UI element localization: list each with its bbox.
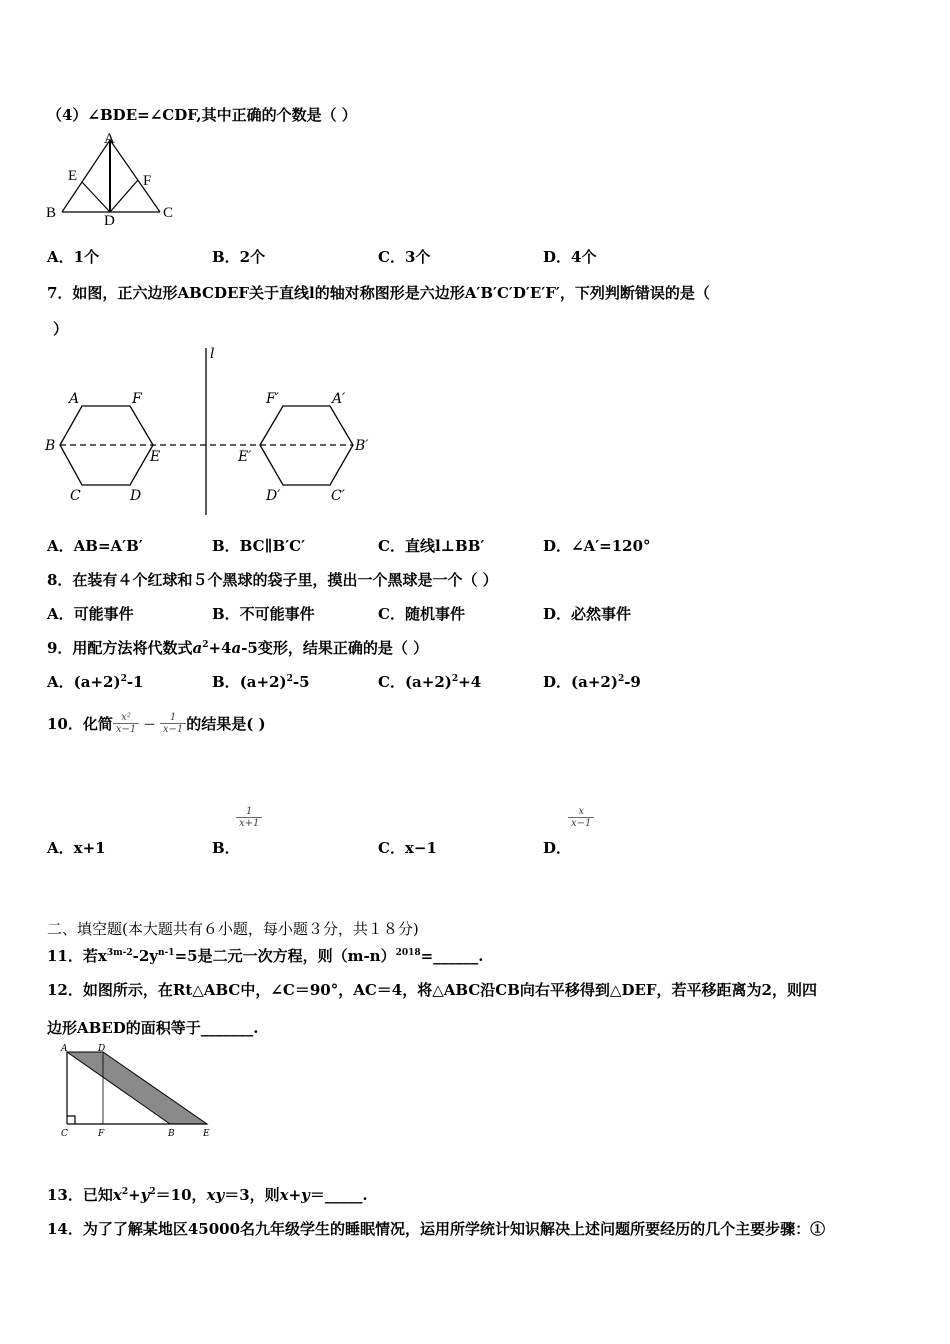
label-F: F	[98, 1129, 105, 1139]
label-l: l	[210, 346, 215, 362]
label-B: B	[45, 438, 56, 454]
label-B-prime: B′	[355, 438, 369, 454]
q10-option-b[interactable]: B．	[212, 839, 240, 857]
q7-option-b[interactable]: B．BC∥B′C′	[212, 537, 306, 555]
label-C: C	[61, 1129, 68, 1139]
side-AC	[110, 140, 160, 212]
q9-option-d[interactable]: D．$(a+2)^2-9$	[543, 673, 641, 691]
label-E-prime: E′	[238, 449, 252, 465]
q11-text: 11．若$x^{3m-2}-2y^{n-1}=5$是二元一次方程，则$(m-n)^{2018}=\_\_\_\_\_\_$.	[47, 947, 484, 965]
fraction-1-over-x-minus-1: $\frac{1}{x-1}$	[160, 712, 186, 735]
q12-text-line2: 边形ABED的面积等于_______.	[47, 1019, 259, 1037]
label-F: F	[132, 391, 142, 407]
label-D: D	[104, 213, 115, 229]
q14-text: 14．为了了解某地区45000名九年级学生的睡眠情况，运用所学统计知识解决上述问题所要经历的几个主要步骤：①	[47, 1220, 826, 1238]
section-heading: 二、填空题(本大题共有６小题，每小题３分，共１８分)	[47, 920, 419, 938]
label-F: F	[143, 173, 152, 189]
q7-option-d[interactable]: D．∠A′=120°	[543, 537, 651, 555]
label-C: C	[163, 205, 174, 221]
q8-option-a[interactable]: A．可能事件	[47, 605, 134, 623]
q10-option-c[interactable]: C．x−1	[378, 839, 437, 857]
q10-option-a[interactable]: A．x+1	[47, 839, 106, 857]
q12-text-line1: 12．如图所示，在Rt△ABC中，∠C＝90°，AC＝4，将△ABC沿CB向右平移得到△DEF，若平移距离为2，则四	[47, 981, 817, 999]
q9-option-a[interactable]: A．$(a+2)^2-1$	[47, 673, 144, 691]
fraction-x2-over-x-minus-1: $\frac{\text{x²}}{x-1}$	[113, 712, 139, 735]
label-A-prime: A′	[332, 391, 346, 407]
q8-text: 8．在装有４个红球和５个黑球的袋子里，摸出一个黑球是一个（ ）	[47, 571, 498, 589]
q10-option-d-fraction: $\frac{x}{x-1}$	[568, 806, 594, 829]
segment-DF	[110, 180, 138, 212]
hexagon-figure	[40, 340, 380, 520]
label-C: C	[70, 488, 81, 504]
translation-figure	[55, 1042, 225, 1142]
label-E: E	[68, 168, 78, 184]
q6-option-d[interactable]: D．4个	[543, 248, 597, 266]
q6-option-a[interactable]: A．1个	[47, 248, 100, 266]
q6-text: （4）∠BDE=∠CDF,其中正确的个数是（ ）	[47, 106, 357, 124]
label-A: A	[69, 391, 80, 407]
right-angle-mark	[67, 1116, 75, 1124]
label-E: E	[150, 449, 161, 465]
q9-option-c[interactable]: C．$(a+2)^2+4$	[378, 673, 482, 691]
q8-option-d[interactable]: D．必然事件	[543, 605, 632, 623]
label-C-prime: C′	[331, 488, 345, 504]
q9-text: 9．用配方法将代数式$a^2+4a-5$变形，结果正确的是（ ）	[47, 639, 429, 657]
label-A: A	[104, 131, 115, 147]
q7-option-c[interactable]: C．直线l⊥BB′	[378, 537, 485, 555]
q8-option-b[interactable]: B．不可能事件	[212, 605, 315, 623]
q7-text-line1: 7．如图，正六边形ABCDEF关于直线l的轴对称图形是六边形A′B′C′D′E′F′，下列判断错误的是（	[47, 284, 710, 302]
label-D: D	[130, 488, 142, 504]
label-A: A	[61, 1044, 68, 1054]
segment-DE	[82, 182, 110, 212]
q10-option-d[interactable]: D．	[543, 839, 572, 857]
q6-option-b[interactable]: B．2个	[212, 248, 266, 266]
q8-option-c[interactable]: C．随机事件	[378, 605, 465, 623]
label-E: E	[203, 1129, 210, 1139]
q6-option-c[interactable]: C．3个	[378, 248, 431, 266]
label-B: B	[168, 1129, 175, 1139]
shaded-ABED	[67, 1052, 207, 1124]
triangle-figure	[40, 130, 190, 230]
q7-text-line2: ）	[53, 320, 69, 338]
label-D: D	[98, 1044, 106, 1054]
label-F-prime: F′	[266, 391, 279, 407]
q13-text: 13．已知$x^2+y^2=10$，xy＝3，则x+y＝_____.	[47, 1186, 368, 1204]
q10-option-b-fraction: $\frac{1}{x+1}$	[236, 806, 262, 829]
label-B: B	[46, 205, 57, 221]
q7-option-a[interactable]: A．AB=A′B′	[47, 537, 143, 555]
q10-text: 10．化简 $\frac{\text{x²}}{x-1}$ − $\frac{1}{x-1}$ 的结果是( )	[47, 712, 266, 735]
label-D-prime: D′	[266, 488, 281, 504]
q9-option-b[interactable]: B．$(a+2)^2-5$	[212, 673, 310, 691]
